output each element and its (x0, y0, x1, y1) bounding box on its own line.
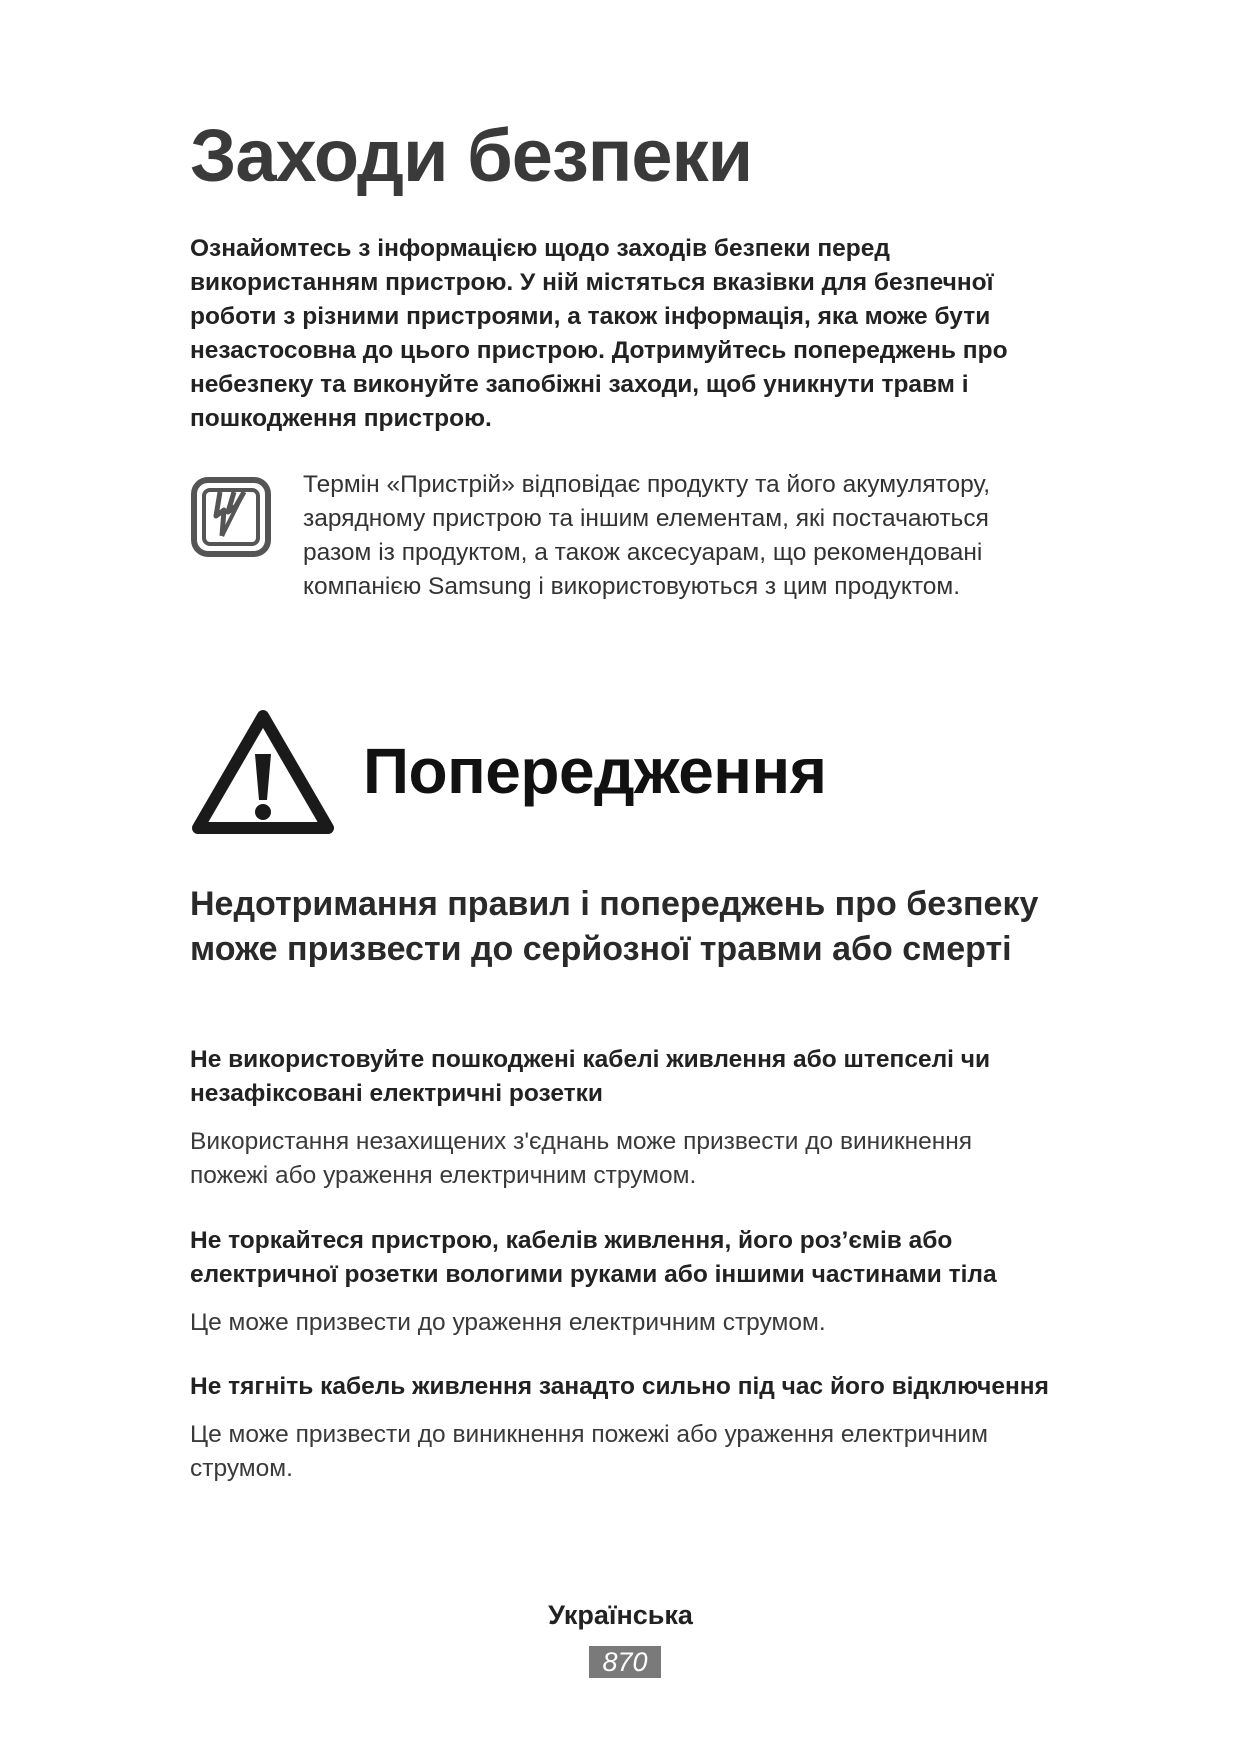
safety-rule (190, 1224, 1050, 1340)
rule-body: Використання незахищених з'єднань може призвести до виникнення пожежі або ураження електричним струмом. (190, 1128, 973, 1189)
warning-header (188, 706, 1088, 846)
rule-heading: Не тягніть кабель живлення занадто сильно під час його відключення (190, 1373, 1049, 1400)
rule-body: Це може призвести до ураження електричним струмом. (190, 1309, 826, 1336)
rule-heading: Не використовуйте пошкоджені кабелі живлення або штепселі чи незафіксовані електричні розетки (190, 1046, 991, 1107)
note-block (190, 468, 1070, 618)
note-pencil-icon (190, 476, 272, 558)
intro-paragraph: Ознайомтесь з інформацією щодо заходів безпеки перед використанням пристрою. У ній містяться вказівки для безпечної роботи з різними пристроями, а також інформація, яка може бути незастосовна до цього пристрою. Дотримуйтесь попереджень про небезпеку та виконуйте запобіжні заходи, щоб уникнути травм і пошкодження пристрою. (190, 235, 1008, 432)
section-subheading: Недотримання правил і попереджень про безпеку може призвести до серйозної травми або смерті (190, 885, 1039, 968)
footer-language: Українська (548, 1600, 693, 1630)
rule-heading: Не торкайтеся пристрою, кабелів живлення, його роз’ємів або електричної розетки вологими руками або іншими частинами тіла (190, 1227, 997, 1288)
note-text: Термін «Пристрій» відповідає продукту та його акумулятору, зарядному пристрою та іншим елементам, які постачаються разом із продуктом, а також аксесуарам, що рекомендовані компанією Samsung і використовуються з цим продуктом. (303, 471, 991, 600)
safety-rule (190, 1370, 1050, 1486)
safety-rule (190, 1043, 1050, 1193)
page-title: Заходи безпеки (190, 114, 753, 197)
warning-triangle-icon (188, 706, 338, 840)
rule-body: Це може призвести до виникнення пожежі або ураження електричним струмом. (190, 1421, 988, 1482)
warning-title: Попередження (363, 735, 827, 807)
page-number: 870 (589, 1646, 661, 1678)
